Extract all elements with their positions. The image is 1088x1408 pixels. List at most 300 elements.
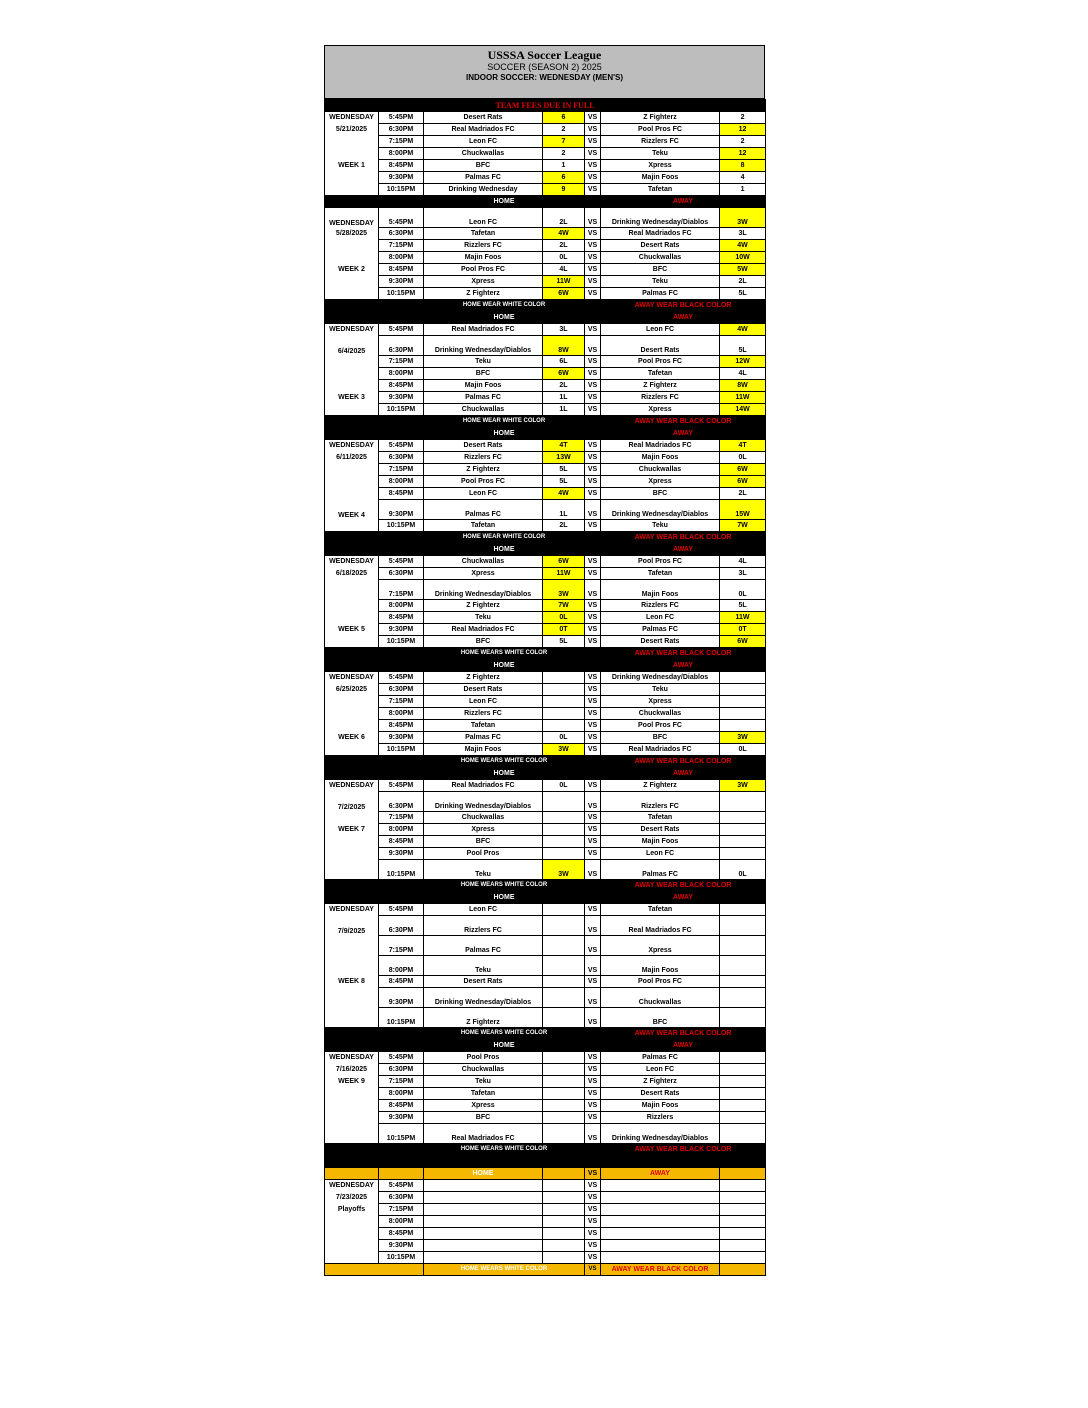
day-label: 7/2/2025 <box>325 792 379 812</box>
home-score: 3W <box>543 580 585 600</box>
match-row <box>325 860 766 880</box>
home-score <box>543 824 585 836</box>
vs-label: VS <box>585 252 601 264</box>
day-label <box>325 276 379 288</box>
home-score: 1 <box>543 160 585 172</box>
home-score <box>543 792 585 812</box>
home-team: Xpress <box>424 568 543 580</box>
away-score: 5L <box>720 288 766 300</box>
day-label <box>325 288 379 300</box>
match-row <box>325 744 766 756</box>
away-score: 12W <box>720 356 766 368</box>
match-time: 8:45PM <box>379 380 424 392</box>
vs-label: VS <box>585 1124 601 1144</box>
away-score: 0T <box>720 624 766 636</box>
home-team: Drinking Wednesday <box>424 184 543 196</box>
home-score: 11W <box>543 276 585 288</box>
home-team: Teku <box>424 356 543 368</box>
away-team: Tafetan <box>601 568 720 580</box>
away-header: AWAY <box>601 892 766 904</box>
match-row <box>325 324 766 336</box>
away-team: Majin Foos <box>601 956 720 976</box>
vs-label: VS <box>585 904 601 916</box>
jersey-colors-row <box>325 648 766 660</box>
day-label: 7/23/2025 <box>325 1192 379 1204</box>
away-score <box>720 672 766 684</box>
match-time: 10:15PM <box>379 520 424 532</box>
home-header: HOME <box>424 1040 585 1052</box>
home-away-header-row <box>325 544 766 556</box>
spacer-cell <box>325 1156 766 1168</box>
away-team: Palmas FC <box>601 1052 720 1064</box>
away-score <box>720 1008 766 1028</box>
spacer-cell <box>325 660 424 672</box>
vs-label: VS <box>585 720 601 732</box>
day-label: WEDNESDAY <box>325 1180 379 1192</box>
day-label <box>325 1100 379 1112</box>
home-score <box>543 1192 585 1204</box>
home-team: Tafetan <box>424 1088 543 1100</box>
away-team: Palmas FC <box>601 288 720 300</box>
home-header: HOME <box>424 892 585 904</box>
vs-label: VS <box>585 824 601 836</box>
home-color-note: HOME WEARS WHITE COLOR <box>424 756 585 768</box>
away-team: Z Fighterz <box>601 112 720 124</box>
jersey-colors-row <box>325 1144 766 1156</box>
home-team <box>424 1204 543 1216</box>
match-time: 8:00PM <box>379 368 424 380</box>
home-score <box>543 904 585 916</box>
day-label: WEEK 1 <box>325 160 379 172</box>
match-time: 9:30PM <box>379 500 424 520</box>
away-team: Xpress <box>601 160 720 172</box>
match-row <box>325 1252 766 1264</box>
vs-label: VS <box>585 956 601 976</box>
spacer-cell <box>325 880 424 892</box>
home-score: 0T <box>543 624 585 636</box>
spacer-cell <box>325 1264 424 1276</box>
away-team: Majin Foos <box>601 1100 720 1112</box>
away-team: Tafetan <box>601 368 720 380</box>
home-score: 1L <box>543 500 585 520</box>
match-time: 7:15PM <box>379 580 424 600</box>
away-score <box>720 1076 766 1088</box>
home-score <box>543 956 585 976</box>
home-team: Tafetan <box>424 520 543 532</box>
away-color-note: AWAY WEAR BLACK COLOR <box>601 300 766 312</box>
away-team: Rizzlers FC <box>601 792 720 812</box>
vs-label: VS <box>585 184 601 196</box>
match-time: 8:00PM <box>379 1088 424 1100</box>
home-score: 6W <box>543 556 585 568</box>
match-time: 9:30PM <box>379 624 424 636</box>
day-label: WEEK 4 <box>325 500 379 520</box>
away-header: AWAY <box>601 1168 720 1180</box>
day-label <box>325 184 379 196</box>
footer-home-color: HOME WEARS WHITE COLOR <box>424 1264 585 1276</box>
day-label: WEDNESDAY <box>325 780 379 792</box>
home-team: Pool Pros <box>424 848 543 860</box>
away-score: 11W <box>720 392 766 404</box>
match-row <box>325 1112 766 1124</box>
vs-label: VS <box>585 148 601 160</box>
home-score <box>543 1124 585 1144</box>
match-time: 6:30PM <box>379 684 424 696</box>
day-label <box>325 404 379 416</box>
match-row <box>325 336 766 356</box>
home-team: Xpress <box>424 1100 543 1112</box>
match-time: 10:15PM <box>379 860 424 880</box>
match-row <box>325 780 766 792</box>
vs-label: VS <box>585 208 601 228</box>
away-team: Pool Pros FC <box>601 720 720 732</box>
away-score: 0L <box>720 744 766 756</box>
spacer-cell <box>585 428 601 440</box>
away-team: Pool Pros FC <box>601 124 720 136</box>
day-label: 6/11/2025 <box>325 452 379 464</box>
day-label <box>325 696 379 708</box>
home-header: HOME <box>424 1168 543 1180</box>
home-header: HOME <box>424 544 585 556</box>
match-time: 6:30PM <box>379 452 424 464</box>
away-team: Pool Pros FC <box>601 976 720 988</box>
vs-label: VS <box>585 744 601 756</box>
match-time: 6:30PM <box>379 124 424 136</box>
vs-label: VS <box>585 860 601 880</box>
home-team <box>424 1228 543 1240</box>
match-time: 8:45PM <box>379 1228 424 1240</box>
home-score <box>543 1228 585 1240</box>
day-label: 7/16/2025 <box>325 1064 379 1076</box>
blank-black-row <box>325 1156 766 1168</box>
home-score <box>543 812 585 824</box>
home-score <box>543 916 585 936</box>
match-row <box>325 1008 766 1028</box>
home-score: 6 <box>543 112 585 124</box>
away-header: AWAY <box>601 768 766 780</box>
vs-label: VS <box>585 600 601 612</box>
home-header: HOME <box>424 312 585 324</box>
vs-label: VS <box>585 1112 601 1124</box>
vs-label: VS <box>585 112 601 124</box>
home-team: Chuckwallas <box>424 404 543 416</box>
match-row <box>325 988 766 1008</box>
vs-label: VS <box>585 936 601 956</box>
vs-label: VS <box>585 1008 601 1028</box>
day-label <box>325 1240 379 1252</box>
home-score <box>543 848 585 860</box>
vs-label: VS <box>585 568 601 580</box>
home-score <box>543 1100 585 1112</box>
home-team: BFC <box>424 1112 543 1124</box>
match-time: 6:30PM <box>379 792 424 812</box>
match-row <box>325 148 766 160</box>
match-row <box>325 264 766 276</box>
away-team: Chuckwallas <box>601 708 720 720</box>
day-label <box>325 848 379 860</box>
away-header: AWAY <box>601 544 766 556</box>
day-label: WEDNESDAY <box>325 112 379 124</box>
jersey-colors-row <box>325 300 766 312</box>
vs-label: VS <box>585 780 601 792</box>
home-score: 9 <box>543 184 585 196</box>
away-team: Leon FC <box>601 324 720 336</box>
match-time: 5:45PM <box>379 904 424 916</box>
match-row <box>325 1180 766 1192</box>
home-team: Leon FC <box>424 696 543 708</box>
away-team: Desert Rats <box>601 240 720 252</box>
match-time: 7:15PM <box>379 464 424 476</box>
home-away-header-row <box>325 660 766 672</box>
home-team: Z Fighterz <box>424 672 543 684</box>
spacer-cell <box>585 768 601 780</box>
home-team: Palmas FC <box>424 172 543 184</box>
home-header: HOME <box>424 660 585 672</box>
match-time: 9:30PM <box>379 276 424 288</box>
vs-label: VS <box>585 240 601 252</box>
away-team: Desert Rats <box>601 636 720 648</box>
home-score <box>543 1076 585 1088</box>
away-score <box>720 1192 766 1204</box>
away-team: Z Fighterz <box>601 780 720 792</box>
away-team: Tafetan <box>601 904 720 916</box>
away-score <box>720 792 766 812</box>
home-team: Desert Rats <box>424 112 543 124</box>
home-team: Desert Rats <box>424 440 543 452</box>
spacer-cell <box>325 648 424 660</box>
day-label: 7/9/2025 <box>325 916 379 936</box>
match-time: 10:15PM <box>379 636 424 648</box>
home-score: 11W <box>543 568 585 580</box>
away-team <box>601 1204 720 1216</box>
home-team: Rizzlers FC <box>424 240 543 252</box>
match-time: 7:15PM <box>379 812 424 824</box>
away-score <box>720 904 766 916</box>
home-score: 5L <box>543 464 585 476</box>
spacer-cell <box>585 1144 601 1156</box>
spacer-cell <box>325 1168 379 1180</box>
away-score: 3W <box>720 732 766 744</box>
away-team: Drinking Wednesday/Diablos <box>601 1124 720 1144</box>
home-team: Z Fighterz <box>424 288 543 300</box>
vs-label: VS <box>585 392 601 404</box>
match-time: 9:30PM <box>379 848 424 860</box>
vs-label: VS <box>585 404 601 416</box>
vs-label: VS <box>585 1180 601 1192</box>
home-away-header-row <box>325 196 766 208</box>
match-time: 7:15PM <box>379 696 424 708</box>
away-score: 12 <box>720 124 766 136</box>
home-away-header-row <box>325 312 766 324</box>
away-team: BFC <box>601 264 720 276</box>
home-team: Tafetan <box>424 228 543 240</box>
day-label: 6/4/2025 <box>325 336 379 356</box>
away-score: 7W <box>720 520 766 532</box>
match-row <box>325 1204 766 1216</box>
home-team <box>424 1252 543 1264</box>
away-team: Leon FC <box>601 1064 720 1076</box>
day-label <box>325 1008 379 1028</box>
day-label: WEDNESDAY <box>325 556 379 568</box>
away-team: Real Madriados FC <box>601 228 720 240</box>
playoff-header-row <box>325 1168 766 1180</box>
spacer-cell <box>585 544 601 556</box>
footer-vs: VS <box>585 1264 601 1276</box>
away-score <box>720 956 766 976</box>
home-header: HOME <box>424 768 585 780</box>
match-row <box>325 380 766 392</box>
vs-label: VS <box>585 336 601 356</box>
day-label <box>325 860 379 880</box>
home-team: Majin Foos <box>424 744 543 756</box>
away-header: AWAY <box>601 428 766 440</box>
away-score <box>720 1052 766 1064</box>
spacer-cell <box>325 416 424 428</box>
match-row <box>325 392 766 404</box>
vs-label: VS <box>585 708 601 720</box>
day-label <box>325 744 379 756</box>
vs-label: VS <box>585 136 601 148</box>
match-row <box>325 160 766 172</box>
vs-label: VS <box>585 848 601 860</box>
day-label <box>325 356 379 368</box>
home-score: 0L <box>543 252 585 264</box>
away-team: Xpress <box>601 476 720 488</box>
day-label: WEDNESDAY <box>325 324 379 336</box>
away-team: Teku <box>601 684 720 696</box>
away-score: 3L <box>720 568 766 580</box>
away-team: Teku <box>601 276 720 288</box>
vs-label: VS <box>585 624 601 636</box>
home-score: 2L <box>543 240 585 252</box>
match-row <box>325 464 766 476</box>
match-row <box>325 1052 766 1064</box>
vs-label: VS <box>585 612 601 624</box>
vs-label: VS <box>585 580 601 600</box>
away-score <box>720 696 766 708</box>
jersey-colors-row <box>325 1028 766 1040</box>
vs-label: VS <box>585 160 601 172</box>
away-header: AWAY <box>601 1040 766 1052</box>
home-score <box>543 1180 585 1192</box>
home-score: 2L <box>543 520 585 532</box>
vs-label: VS <box>585 696 601 708</box>
home-team: Z Fighterz <box>424 464 543 476</box>
match-row <box>325 520 766 532</box>
away-score <box>720 1112 766 1124</box>
vs-label: VS <box>585 1052 601 1064</box>
day-label: WEEK 6 <box>325 732 379 744</box>
match-row <box>325 684 766 696</box>
vs-label: VS <box>585 684 601 696</box>
away-score: 14W <box>720 404 766 416</box>
day-label <box>325 136 379 148</box>
away-score <box>720 824 766 836</box>
home-score <box>543 1252 585 1264</box>
home-score: 2L <box>543 380 585 392</box>
vs-label: VS <box>585 324 601 336</box>
home-score <box>543 720 585 732</box>
home-team <box>424 1240 543 1252</box>
home-score <box>543 1112 585 1124</box>
away-score: 15W <box>720 500 766 520</box>
home-team: Palmas FC <box>424 936 543 956</box>
spacer-cell <box>585 648 601 660</box>
away-header: AWAY <box>601 312 766 324</box>
match-row <box>325 228 766 240</box>
home-score: 6 <box>543 172 585 184</box>
vs-label: VS <box>585 476 601 488</box>
vs-label: VS <box>585 1076 601 1088</box>
away-team <box>601 1240 720 1252</box>
match-time: 7:15PM <box>379 1076 424 1088</box>
match-time: 6:30PM <box>379 916 424 936</box>
home-team: Real Madriados FC <box>424 624 543 636</box>
home-team: Chuckwallas <box>424 556 543 568</box>
match-row <box>325 580 766 600</box>
home-color-note: HOME WEARS WHITE COLOR <box>424 880 585 892</box>
match-time: 8:00PM <box>379 148 424 160</box>
day-label: WEDNESDAY <box>325 904 379 916</box>
match-time: 9:30PM <box>379 732 424 744</box>
day-label: WEDNESDAY <box>325 672 379 684</box>
home-score: 3L <box>543 324 585 336</box>
match-row <box>325 612 766 624</box>
day-label: WEEK 5 <box>325 624 379 636</box>
match-row <box>325 624 766 636</box>
home-score <box>543 976 585 988</box>
home-team: Leon FC <box>424 488 543 500</box>
away-score: 2 <box>720 112 766 124</box>
home-team: Leon FC <box>424 136 543 148</box>
match-row <box>325 1192 766 1204</box>
home-team: Tafetan <box>424 720 543 732</box>
home-score: 13W <box>543 452 585 464</box>
away-score <box>720 708 766 720</box>
match-time: 8:45PM <box>379 488 424 500</box>
vs-label: VS <box>585 264 601 276</box>
away-color-note: AWAY WEAR BLACK COLOR <box>601 880 766 892</box>
away-team: Pool Pros FC <box>601 556 720 568</box>
home-team: Leon FC <box>424 208 543 228</box>
match-row <box>325 1240 766 1252</box>
day-label <box>325 580 379 600</box>
match-time: 10:15PM <box>379 288 424 300</box>
jersey-colors-row <box>325 880 766 892</box>
away-score: 2L <box>720 488 766 500</box>
home-team: Z Fighterz <box>424 600 543 612</box>
vs-label: VS <box>585 988 601 1008</box>
away-score <box>720 988 766 1008</box>
vs-label: VS <box>585 488 601 500</box>
away-score: 6W <box>720 476 766 488</box>
home-score: 7W <box>543 600 585 612</box>
vs-label: VS <box>585 276 601 288</box>
away-color-note: AWAY WEAR BLACK COLOR <box>601 532 766 544</box>
away-score: 5L <box>720 600 766 612</box>
match-time: 8:45PM <box>379 836 424 848</box>
away-team: Xpress <box>601 936 720 956</box>
away-score: 6W <box>720 636 766 648</box>
away-color-note: AWAY WEAR BLACK COLOR <box>601 1144 766 1156</box>
home-team: Teku <box>424 1076 543 1088</box>
match-time: 5:45PM <box>379 208 424 228</box>
vs-label: VS <box>585 288 601 300</box>
season-title: SOCCER (SEASON 2) 2025 <box>487 62 602 72</box>
match-time: 6:30PM <box>379 228 424 240</box>
away-team: Rizzlers FC <box>601 136 720 148</box>
match-row <box>325 112 766 124</box>
